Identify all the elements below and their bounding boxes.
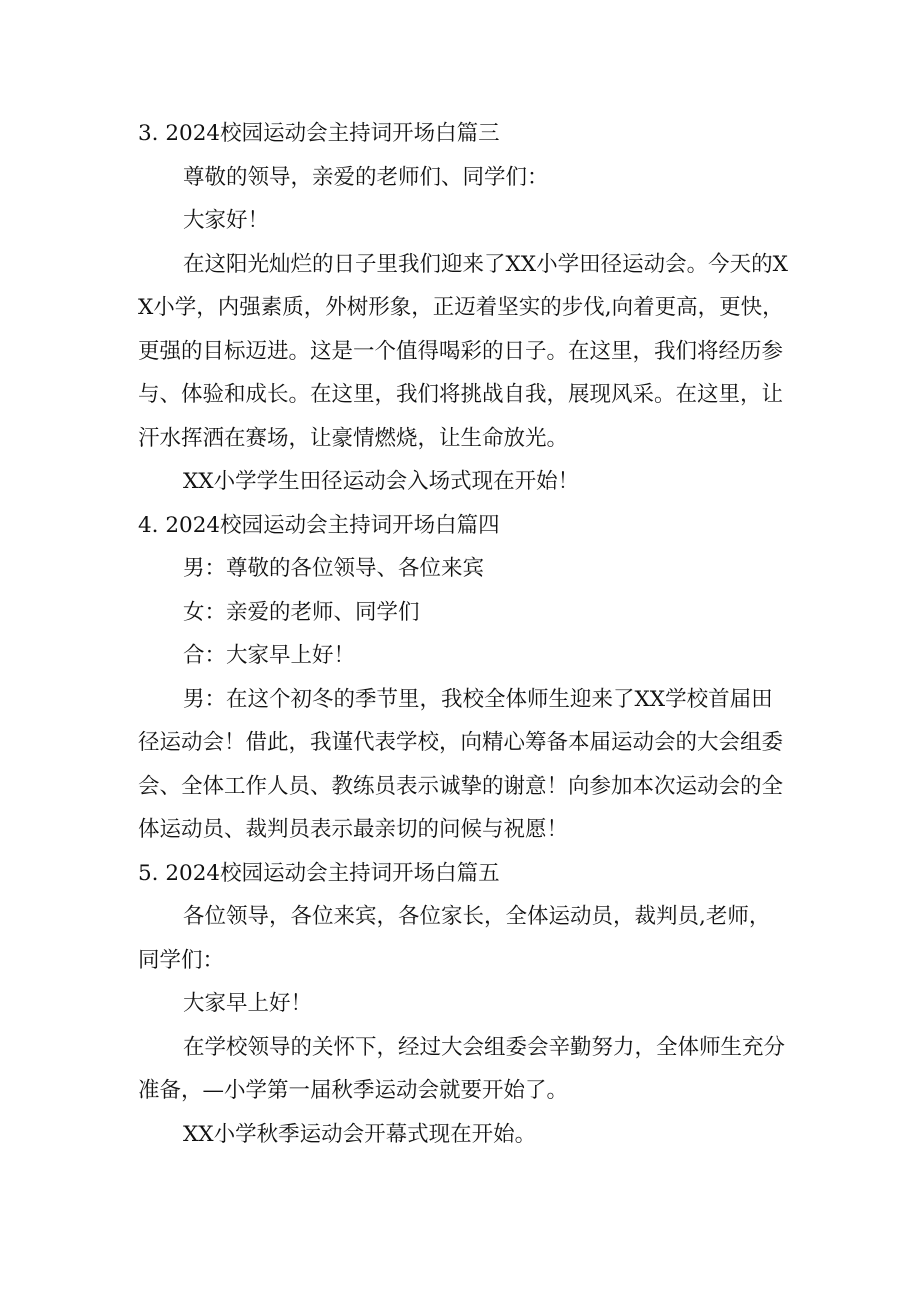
paragraph: XX小学学生田径运动会入场式现在开始！ xyxy=(183,469,580,494)
paragraph: 在学校领导的关怀下，经过大会组委会辛勤努力，全体师生充分准备，—小学第一届秋季运动会就要开始了。 xyxy=(138,1034,786,1103)
paragraph: 尊敬的领导，亲爱的老师们、同学们： xyxy=(183,164,549,190)
paragraph: 女：亲爱的老师、同学们 xyxy=(183,599,420,625)
paragraph: 男：尊敬的各位领导、各位来宾 xyxy=(183,556,485,581)
paragraph: 合：大家早上好！ xyxy=(183,643,356,668)
paragraph: 在这阳光灿烂的日子里我们迎来了XX小学田径运动会。今天的XX小学，内强素质，外树形象，正迈着坚实的步伐,向着更高，更快，更强的目标迈进。这是一个值得喝彩的日子。在这里，我们将经历参与、体验和成长。在这里，我们将挑战自我，展现风采。在这里，让汗水挥洒在赛场，让豪情燃烧，让生命放光。 xyxy=(138,251,788,451)
section-3 xyxy=(138,112,788,504)
paragraph: XX小学秋季运动会开幕式现在开始。 xyxy=(183,1121,537,1147)
document-body xyxy=(138,112,788,1156)
paragraph: 大家好！ xyxy=(183,208,270,233)
paragraph: 各位领导，各位来宾，各位家长，全体运动员，裁判员,老师，同学们： xyxy=(138,904,771,973)
section-heading: 3. 2024校园运动会主持词开场白篇三 xyxy=(138,121,500,146)
section-heading: 5. 2024校园运动会主持词开场白篇五 xyxy=(138,860,500,886)
paragraph: 男：在这个初冬的季节里，我校全体师生迎来了XX学校首届田径运动会！借此，我谨代表学校，向精心筹备本届运动会的大会组委会、全体工作人员、教练员表示诚挚的谢意！向参加本次运动会的全体运动员、裁判员表示最亲切的问候与祝愿！ xyxy=(138,686,784,842)
section-heading: 4. 2024校园运动会主持词开场白篇四 xyxy=(138,512,500,538)
paragraph: 大家早上好！ xyxy=(183,991,313,1016)
section-4 xyxy=(138,504,788,852)
section-5 xyxy=(138,852,788,1157)
